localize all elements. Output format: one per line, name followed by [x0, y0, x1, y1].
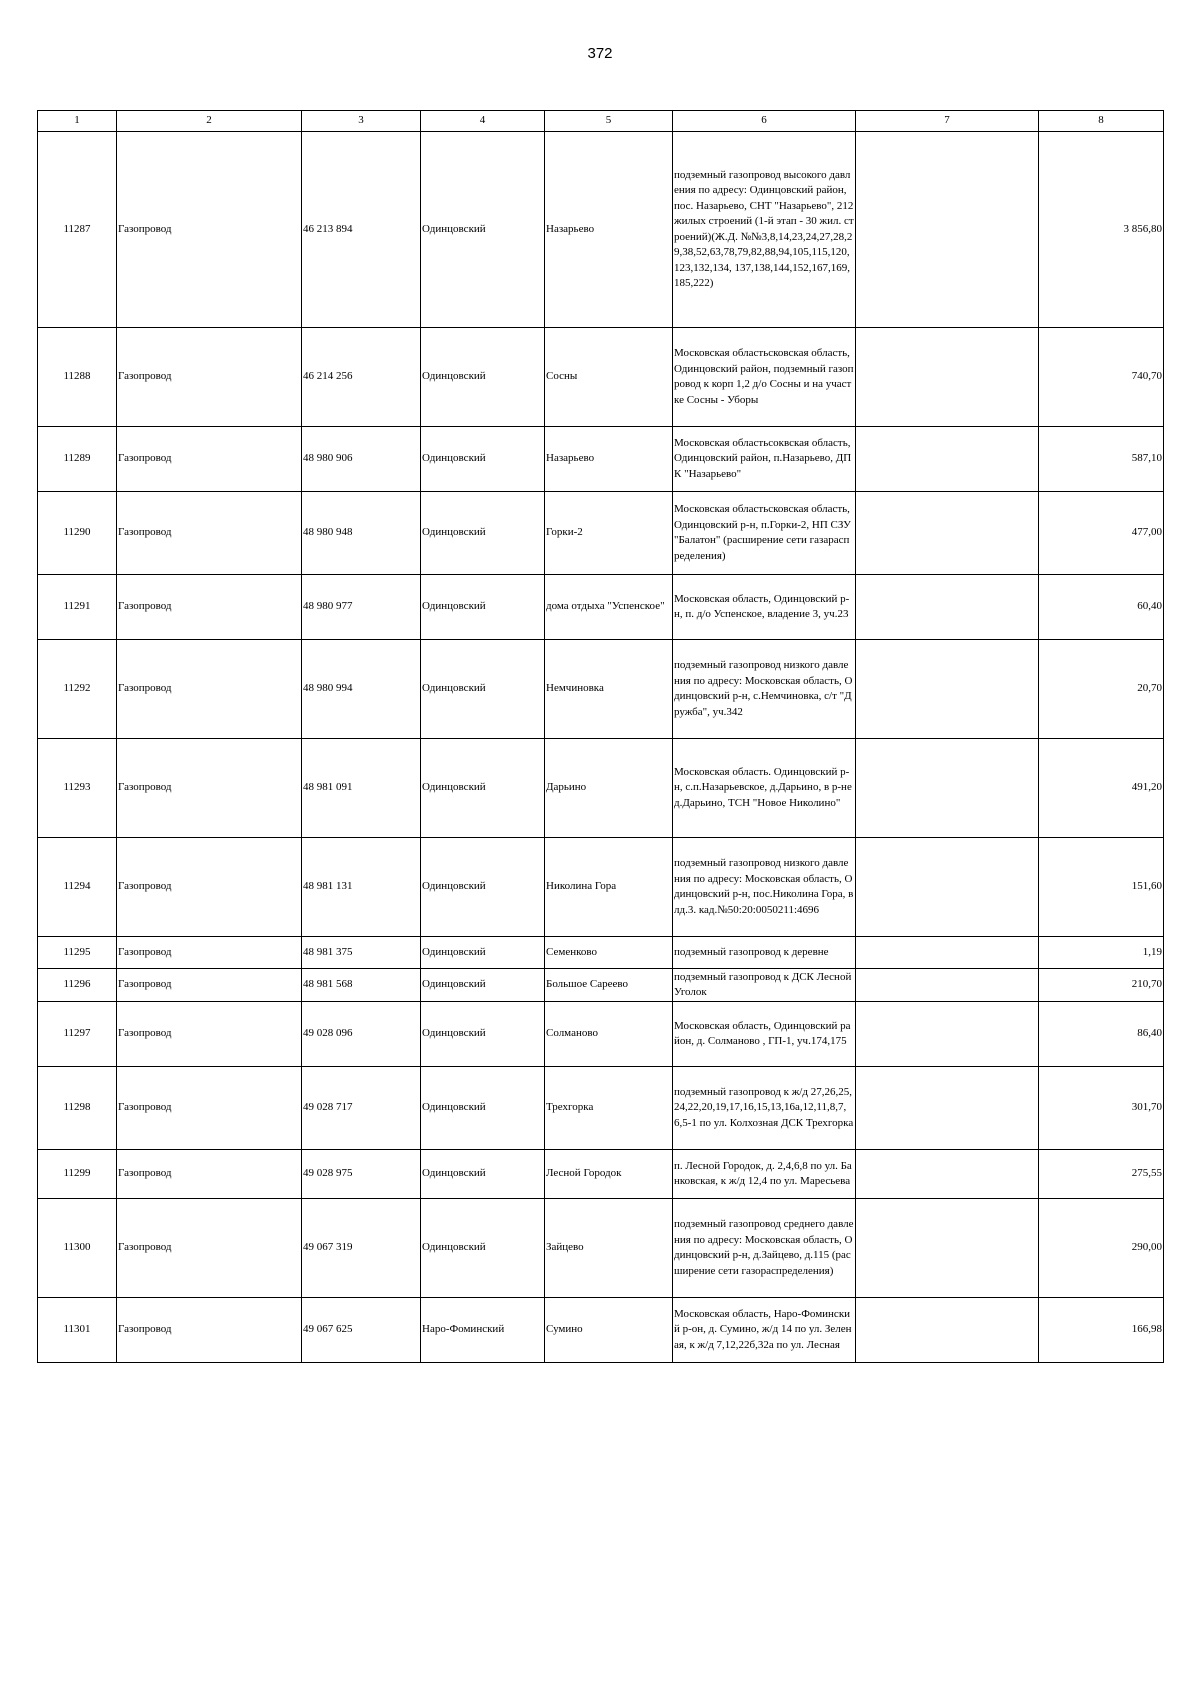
object-type-cell: Газопровод — [117, 1199, 302, 1298]
object-type-cell: Газопровод — [117, 969, 302, 1002]
column-7-cell — [856, 132, 1039, 328]
object-type-cell: Газопровод — [117, 739, 302, 838]
column-7-cell — [856, 492, 1039, 575]
page-number: 372 — [587, 45, 613, 62]
row-number-cell: 11289 — [38, 427, 117, 492]
locality-cell: Назарьево — [545, 132, 673, 328]
table-row — [38, 937, 1164, 969]
value-cell: 740,70 — [1039, 328, 1164, 427]
registry-table — [37, 110, 1164, 1363]
code-cell: 48 980 906 — [302, 427, 421, 492]
table-row — [38, 1150, 1164, 1199]
row-number-cell: 11296 — [38, 969, 117, 1002]
table-row — [38, 969, 1164, 1002]
table-row — [38, 739, 1164, 838]
code-cell: 48 981 091 — [302, 739, 421, 838]
column-7-cell — [856, 1002, 1039, 1067]
code-cell: 49 067 625 — [302, 1298, 421, 1363]
object-type-cell: Газопровод — [117, 575, 302, 640]
locality-cell: Дарьино — [545, 739, 673, 838]
code-cell: 48 980 994 — [302, 640, 421, 739]
value-cell: 477,00 — [1039, 492, 1164, 575]
district-cell: Одинцовский — [421, 575, 545, 640]
address-cell: Московская областьсоквская область, Одинцовский район, п.Назарьево, ДПК "Назарьево" — [673, 427, 856, 492]
locality-cell: Семенково — [545, 937, 673, 969]
address-cell: Московская областьсковская область, Одинцовский р-н, п.Горки-2, НП СЗУ "Балатон" (расширение сети газараспределения) — [673, 492, 856, 575]
table-row — [38, 640, 1164, 739]
code-cell: 49 028 717 — [302, 1067, 421, 1150]
value-cell: 20,70 — [1039, 640, 1164, 739]
district-cell: Одинцовский — [421, 969, 545, 1002]
district-cell: Одинцовский — [421, 1002, 545, 1067]
locality-cell: Назарьево — [545, 427, 673, 492]
table-row — [38, 492, 1164, 575]
address-cell: подземный газопровод низкого давления по адресу: Московская область, Одинцовский р-н, пос.Николина Гора, влд.3. кад.№50:20:0050211:4696 — [673, 838, 856, 937]
table-row — [38, 1298, 1164, 1363]
column-7-cell — [856, 1199, 1039, 1298]
address-cell: подземный газопровод низкого давления по адресу: Московская область, Одинцовский р-н, с.Немчиновка, с/т "Дружба", уч.342 — [673, 640, 856, 739]
code-cell: 46 214 256 — [302, 328, 421, 427]
code-cell: 49 067 319 — [302, 1199, 421, 1298]
table-row — [38, 575, 1164, 640]
locality-cell: Немчиновка — [545, 640, 673, 739]
value-cell: 151,60 — [1039, 838, 1164, 937]
address-cell: Московская область, Одинцовский район, д. Солманово , ГП-1, уч.174,175 — [673, 1002, 856, 1067]
value-cell: 275,55 — [1039, 1150, 1164, 1199]
value-cell: 301,70 — [1039, 1067, 1164, 1150]
object-type-cell: Газопровод — [117, 1150, 302, 1199]
table-row — [38, 1199, 1164, 1298]
district-cell: Одинцовский — [421, 1150, 545, 1199]
header-row — [38, 111, 1164, 132]
column-7-cell — [856, 427, 1039, 492]
district-cell: Одинцовский — [421, 739, 545, 838]
registry-body — [38, 111, 1164, 1363]
row-number-cell: 11301 — [38, 1298, 117, 1363]
object-type-cell: Газопровод — [117, 1002, 302, 1067]
object-type-cell: Газопровод — [117, 427, 302, 492]
column-7-cell — [856, 640, 1039, 739]
table-row — [38, 328, 1164, 427]
row-number-cell: 11287 — [38, 132, 117, 328]
address-cell: Московская областьсковская область, Одинцовский район, подземный газопровод к корп 1,2 д/о Сосны и на участке Сосны - Уборы — [673, 328, 856, 427]
address-cell: подземный газопровод к деревне — [673, 937, 856, 969]
object-type-cell: Газопровод — [117, 328, 302, 427]
address-cell: подземный газопровод к ДСК Лесной Уголок — [673, 969, 856, 1002]
locality-cell: Николина Гора — [545, 838, 673, 937]
district-cell: Одинцовский — [421, 427, 545, 492]
value-cell: 60,40 — [1039, 575, 1164, 640]
value-cell: 587,10 — [1039, 427, 1164, 492]
code-cell: 48 981 131 — [302, 838, 421, 937]
district-cell: Наро-Фоминский — [421, 1298, 545, 1363]
column-7-cell — [856, 969, 1039, 1002]
district-cell: Одинцовский — [421, 328, 545, 427]
locality-cell: Сосны — [545, 328, 673, 427]
object-type-cell: Газопровод — [117, 640, 302, 739]
column-7-cell — [856, 328, 1039, 427]
object-type-cell: Газопровод — [117, 838, 302, 937]
row-number-cell: 11288 — [38, 328, 117, 427]
column-7-cell — [856, 575, 1039, 640]
row-number-cell: 11290 — [38, 492, 117, 575]
code-cell: 48 980 948 — [302, 492, 421, 575]
locality-cell: Большое Сареево — [545, 969, 673, 1002]
column-7-cell — [856, 838, 1039, 937]
address-cell: Московская область, Наро-Фоминский р-он, д. Сумино, ж/д 14 по ул. Зеленая, к ж/д 7,12,22б,32а по ул. Лесная — [673, 1298, 856, 1363]
header-cell: 2 — [117, 111, 302, 132]
district-cell: Одинцовский — [421, 937, 545, 969]
code-cell: 49 028 975 — [302, 1150, 421, 1199]
header-cell: 3 — [302, 111, 421, 132]
district-cell: Одинцовский — [421, 492, 545, 575]
row-number-cell: 11291 — [38, 575, 117, 640]
value-cell: 3 856,80 — [1039, 132, 1164, 328]
row-number-cell: 11295 — [38, 937, 117, 969]
object-type-cell: Газопровод — [117, 1298, 302, 1363]
district-cell: Одинцовский — [421, 132, 545, 328]
row-number-cell: 11298 — [38, 1067, 117, 1150]
district-cell: Одинцовский — [421, 1199, 545, 1298]
column-7-cell — [856, 1150, 1039, 1199]
row-number-cell: 11300 — [38, 1199, 117, 1298]
locality-cell: Трехгорка — [545, 1067, 673, 1150]
address-cell: Московская область, Одинцовский р-н, п. д/о Успенское, владение 3, уч.23 — [673, 575, 856, 640]
column-7-cell — [856, 1298, 1039, 1363]
row-number-cell: 11293 — [38, 739, 117, 838]
row-number-cell: 11297 — [38, 1002, 117, 1067]
code-cell: 48 981 568 — [302, 969, 421, 1002]
column-7-cell — [856, 937, 1039, 969]
row-number-cell: 11292 — [38, 640, 117, 739]
value-cell: 86,40 — [1039, 1002, 1164, 1067]
column-7-cell — [856, 739, 1039, 838]
header-cell: 6 — [673, 111, 856, 132]
column-7-cell — [856, 1067, 1039, 1150]
locality-cell: Горки-2 — [545, 492, 673, 575]
header-cell: 4 — [421, 111, 545, 132]
locality-cell: Зайцево — [545, 1199, 673, 1298]
code-cell: 48 980 977 — [302, 575, 421, 640]
header-cell: 5 — [545, 111, 673, 132]
code-cell: 46 213 894 — [302, 132, 421, 328]
header-cell: 1 — [38, 111, 117, 132]
address-cell: Московская область. Одинцовский р-н, с.п.Назарьевское, д.Дарьино, в р-не д.Дарьино, ТСН "Новое Николино" — [673, 739, 856, 838]
district-cell: Одинцовский — [421, 640, 545, 739]
table-row — [38, 132, 1164, 328]
table-row — [38, 1067, 1164, 1150]
row-number-cell: 11294 — [38, 838, 117, 937]
address-cell: п. Лесной Городок, д. 2,4,6,8 по ул. Банковская, к ж/д 12,4 по ул. Маресьева — [673, 1150, 856, 1199]
address-cell: подземный газопровод к ж/д 27,26,25,24,22,20,19,17,16,15,13,16а,12,11,8,7,6,5-1 по ул. Колхозная ДСК Трехгорка — [673, 1067, 856, 1150]
code-cell: 48 981 375 — [302, 937, 421, 969]
row-number-cell: 11299 — [38, 1150, 117, 1199]
address-cell: подземный газопровод среднего давления по адресу: Московская область, Одинцовский р-н, д.Зайцево, д.115 (расширение сети газораспределения) — [673, 1199, 856, 1298]
value-cell: 210,70 — [1039, 969, 1164, 1002]
value-cell: 166,98 — [1039, 1298, 1164, 1363]
object-type-cell: Газопровод — [117, 132, 302, 328]
district-cell: Одинцовский — [421, 838, 545, 937]
district-cell: Одинцовский — [421, 1067, 545, 1150]
header-cell: 8 — [1039, 111, 1164, 132]
header-cell: 7 — [856, 111, 1039, 132]
address-cell: подземный газопровод высокого давления по адресу: Одинцовский район, пос. Назарьево, СНТ "Назарьево", 212 жилых строений (1-й этап - 30 жил. строений)(Ж.Д. №№3,8,14,23,24,27,28,29,38,52,63,78,79,82,88,94,105,115,120,123,132,134, 137,138,144,152,167,169,185,222) — [673, 132, 856, 328]
object-type-cell: Газопровод — [117, 1067, 302, 1150]
locality-cell: дома отдыха "Успенское" — [545, 575, 673, 640]
value-cell: 290,00 — [1039, 1199, 1164, 1298]
table-row — [38, 838, 1164, 937]
locality-cell: Солманово — [545, 1002, 673, 1067]
value-cell: 491,20 — [1039, 739, 1164, 838]
locality-cell: Сумино — [545, 1298, 673, 1363]
value-cell: 1,19 — [1039, 937, 1164, 969]
table-row — [38, 427, 1164, 492]
object-type-cell: Газопровод — [117, 937, 302, 969]
code-cell: 49 028 096 — [302, 1002, 421, 1067]
locality-cell: Лесной Городок — [545, 1150, 673, 1199]
object-type-cell: Газопровод — [117, 492, 302, 575]
table-row — [38, 1002, 1164, 1067]
